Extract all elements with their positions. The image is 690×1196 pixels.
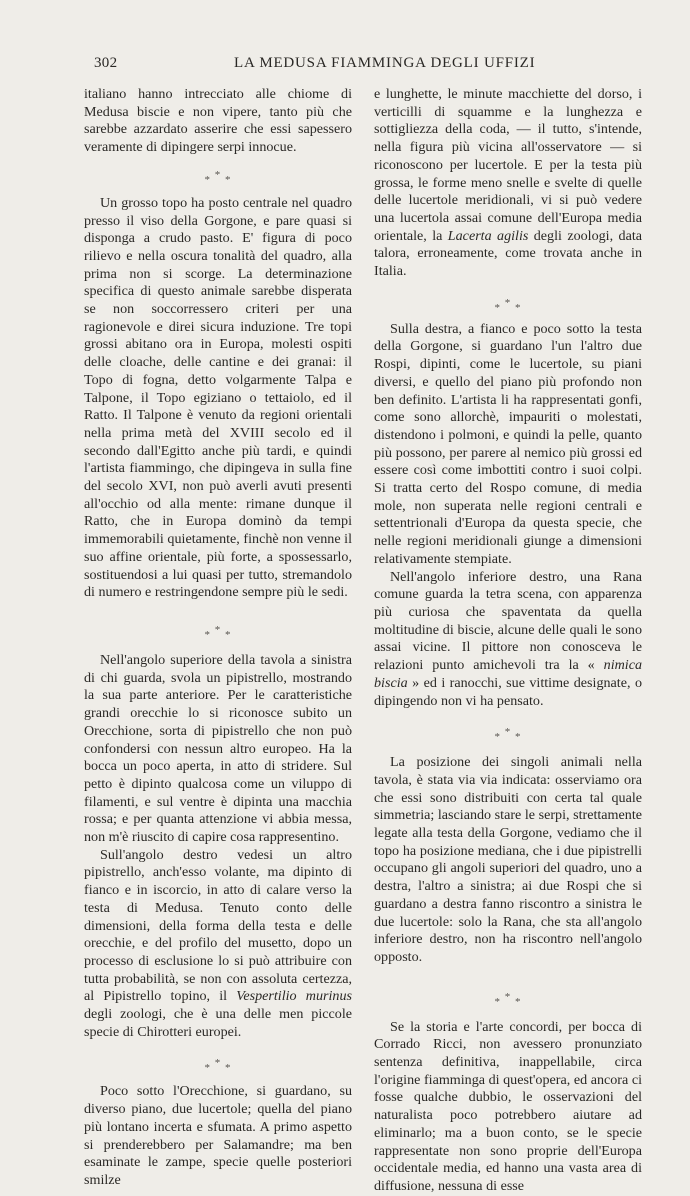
paragraph: e lunghette, le minute macchiette del dorso, i verticilli di squamme e la lunghezza e sottigliezza della coda, — il tutto, s'intende, nella figura più vicina all'osservatore — si riconoscono per lucertole. E per la testa più grossa, le forme meno snelle e svelte di quelle delle lucertole meridionali, vi si può vedere una lucertola assai comune dell'Europa media orientale, la Lacerta agilis degli zoologi, data talora, erroneamente, come trovata anche in Italia.	[374, 86, 642, 280]
quoted-phrase: nimica biscia	[374, 657, 642, 691]
species-name: Lacerta agilis	[447, 227, 529, 244]
paragraph: Nell'angolo inferiore destro, una Rana comune guarda la tetra scena, con apparenza più curiosa che spaventata da quella moltitudine di biscie, alcune delle quali le sono assai vicine. Il pittore non conosceva le relazioni punto amichevoli tra la « nimica biscia » ed i ranocchi, sue vittime designate, o dipingendo non vi ha pensato.	[374, 568, 642, 709]
paragraph: italiano hanno intrecciato alle chiome di Medusa biscie e non vipere, tanto più che sarebbe azzardato asserire che essi sapessero veramente di dipingere serpi innocue.	[84, 86, 352, 156]
running-title: LA MEDUSA FIAMMINGA DEGLI UFFIZI	[234, 55, 536, 71]
paragraph: Se la storia e l'arte concordi, per bocca di Corrado Ricci, non avessero pronunziato sentenza definitiva, inappellabile, circa l'origine fiamminga di quest'opera, ed ancora ci fosse qualche dubbio, le osservazioni del naturalista poco potrebbero aiutare ad eliminarlo; ma a buon conto, se le specie rappresentate non sono proprie dell'Europa occidentale media, ed hanno una vasta area di diffusione, nessuna di esse	[374, 1018, 642, 1194]
section-separator: * * *	[204, 623, 232, 641]
page-header	[94, 55, 614, 77]
page-number: 302	[94, 55, 118, 71]
section-separator: * * *	[204, 168, 232, 186]
section-separator: * * *	[494, 990, 522, 1008]
paragraph: Poco sotto l'Orecchione, si guardano, su diverso piano, due lucertole; quella del piano più lontano incerta e sfumata. A primo aspetto si prenderebbero per Salamandre; ma ben esaminate le zampe, specie quelle posteriori smilze	[84, 1083, 352, 1188]
section-separator: * * *	[494, 726, 522, 744]
paragraph: Un grosso topo ha posto centrale nel quadro presso il viso della Gorgone, e pare quasi si disponga a crudo pasto. E' figura di poco rilievo e nella oscura tonalità del quadro, alla prima non si scorge. La determinazione specifica di questo animale sarebbe disperata se non soccorressero criteri per una ragionevole e direi sicura induzione. Tre topi grossi abitano ora in Europa, molesti ospiti delle cloache, delle cantine e dei granai: il Topo di fogna, detto volgarmente Talpa e Talpone, il Topo egiziano o tettaiolo, ed il Ratto. Il Talpone è venuto da regioni orientali nella prima metà del XVIII secolo ed il secondo dall'Egitto anche più tardi, e quindi l'artista fiammingo, che dipingeva in sulla fine del secolo XVI, non può averli avuti presenti all'occhio od alla mente: rimane dunque il Ratto, che in Europa dominò da tempi immemorabili quietamente, finchè non venne il suo affine orientale, più forte, a spossessarlo, sostituendosi a lui quasi per tutto, stremandolo di numero e restringendone sempre più le sedi.	[84, 194, 352, 601]
paragraph: Sull'angolo destro vedesi un altro pipistrello, anch'esso volante, ma dipinto di fianco e in iscorcio, in atto di calare verso la testa di Medusa. Tenuto conto delle dimensioni, della forma della testa e delle orecchie, e del profilo del musetto, dopo un processo di esclusione lo si può attribuire con tutta probabilità, se non con assoluta certezza, al Pipistrello topino, il Vespertilio murinus degli zoologi, che è una delle men piccole specie di Chirotteri europei.	[84, 846, 352, 1040]
section-separator: * * *	[204, 1057, 232, 1075]
species-name: Vespertilio murinus	[236, 988, 352, 1005]
left-column	[84, 86, 352, 1190]
paragraph: Sulla destra, a fianco e poco sotto la testa della Gorgone, si guardano l'un l'altro due Rospi, dipinti, come le lucertole, su piani diversi, e quello del piano più profondo non ben definito. L'artista li ha rappresentati gonfi, come sono allorchè, impauriti o molestati, distendono i polmoni, e quindi la pelle, quanto più possono, per parere al nemico più grossi ed essere così come imbottiti contro i suoi colpi. Si tratta certo del Rospo comune, di media mole, non superata nelle regioni centrali e settentrionali d'Europa da questa specie, che nelle regioni meridionali giunge a dimensioni relativamente stempiate.	[374, 320, 642, 567]
paragraph: Nell'angolo superiore della tavola a sinistra di chi guarda, svola un pipistrello, mostrando la sua parte anteriore. Per le caratteristiche grandi orecchie lo si riconosce subito un Orecchione, sorta di pipistrello che non può confondersi con nessun altro europeo. Ha la bocca un poco aperta, in atto di stridere. Sul petto è dipinto qualcosa come un viluppo di filamenti, e sul ventre è dipinta una macchia rossa; e per quanta attenzione vi abbia messa, non m'è riuscito di capire cosa rappresentino.	[84, 651, 352, 846]
right-column	[374, 86, 642, 1196]
paragraph: La posizione dei singoli animali nella tavola, è stata via via indicata: osserviamo ora che essi sono distribuiti con certa tal quale simmetria; lasciando stare le serpi, strettamente legate alla testa della Gorgone, vediamo che il topo ha posizione mediana, che i due pipistrelli occupano gli angoli superiori del quadro, uno a destra, l'altro a sinistra; ai due Rospi che si guardano a destra fanno riscontro a sinistra le due lucertole: solo la Rana, che sta all'angolo inferiore destro, non ha riscontro nell'angolo opposto.	[374, 754, 642, 965]
section-separator: * * *	[494, 296, 522, 314]
